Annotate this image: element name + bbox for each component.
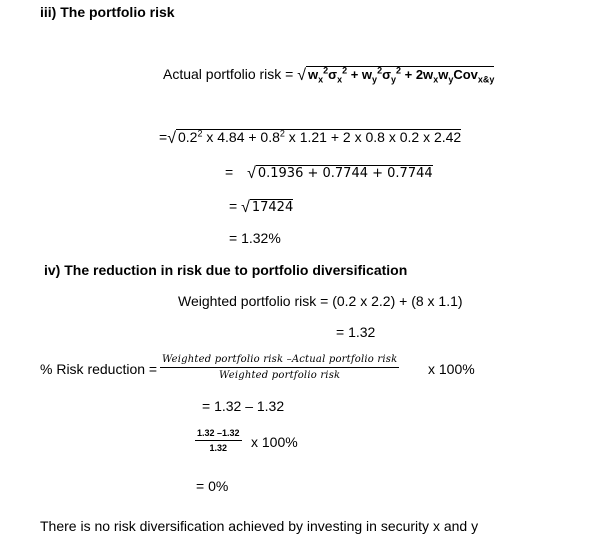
fraction-denominator: Weighted portfolio risk <box>219 370 341 381</box>
calc-step-1: =√ $0.2^2$ x $4.84 + 0.8^2$ x 1.21 + 2 x 0.8 x 0.2 x 2.42 <box>159 128 462 147</box>
calc-step-2: = √ 0.1936 + 0.7744 + 0.7744 <box>225 164 433 182</box>
fraction-numerator: Weighted portfolio risk –Actual portfolio risk <box>160 354 399 368</box>
formula-label: Actual portfolio risk = <box>163 66 294 82</box>
difference-line: = 1.32 – 1.32 <box>202 398 285 414</box>
small-times-100: x 100% <box>251 434 298 450</box>
risk-reduction-label: % Risk reduction = <box>40 361 158 377</box>
radical-sign: √ <box>167 130 176 147</box>
risk-reduction-fraction <box>160 354 399 381</box>
small-fraction-denominator: 1.32 <box>209 443 228 453</box>
conclusion-text: There is no risk diversification achieved by investing in security x and y <box>40 518 479 534</box>
radical-sign: √ <box>297 67 307 84</box>
formula-radicand: $w_x^2\sigma_x^2 + w_y^2\sigma_y^2 + 2w_xw_yCov_{x\&y}$ <box>308 65 495 85</box>
zero-result: = 0% <box>196 478 229 494</box>
small-fraction <box>195 428 242 453</box>
weighted-risk-result: = 1.32 <box>336 324 376 340</box>
weighted-risk-line: Weighted portfolio risk = (0.2 x 2.2) + (8 x 1.1) <box>178 293 463 309</box>
step1-radicand: $0.2^2$ x $4.84 + 0.8^2$ x 1.21 + 2 x 0.8 x 0.2 x 2.42 <box>177 128 462 145</box>
step2-radicand: 0.1936 + 0.7744 + 0.7744 <box>257 166 433 181</box>
portfolio-risk-formula <box>163 66 494 84</box>
section-heading-risk-reduction: iv) The reduction in risk due to portfolio diversification <box>44 262 408 278</box>
step3-radicand: 17424 <box>251 200 294 215</box>
section-heading-portfolio-risk: iii) The portfolio risk <box>40 4 175 20</box>
small-fraction-numerator: 1.32 –1.32 <box>195 428 242 441</box>
radical-sign: √ <box>241 199 250 216</box>
portfolio-risk-result: = 1.32% <box>229 230 281 246</box>
radical-sign: √ <box>247 165 256 182</box>
calc-step-3: = √ 17424 <box>229 198 294 216</box>
times-100-label: x 100% <box>428 361 475 377</box>
